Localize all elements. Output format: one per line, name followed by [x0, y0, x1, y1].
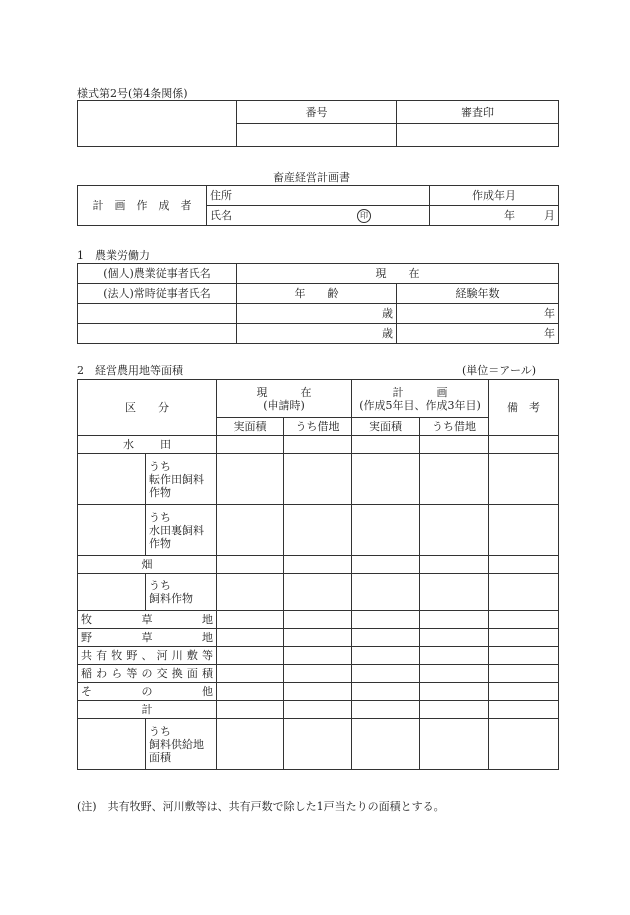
month-label: 月 [544, 209, 555, 222]
value-cell[interactable] [284, 683, 352, 701]
label-char: 牧 [111, 649, 123, 662]
remarks-header: 備 考 [489, 380, 559, 436]
value-cell[interactable] [352, 454, 420, 505]
value-cell[interactable] [352, 701, 420, 719]
label-char: 稲 [81, 667, 92, 680]
value-cell[interactable] [420, 701, 489, 719]
label-char: 面 [186, 667, 198, 680]
row-paddy-label [78, 436, 217, 454]
plan-header [352, 380, 489, 418]
remarks-cell[interactable] [489, 683, 559, 701]
individual-header: (個人)農業従事者氏名 [78, 264, 237, 284]
label-char: 野 [81, 631, 92, 644]
label-char: 、 [141, 649, 153, 662]
current-header [217, 380, 352, 418]
experience-header: 経験年数 [397, 284, 559, 304]
value-cell[interactable] [420, 556, 489, 574]
value-cell[interactable] [352, 665, 420, 683]
created-date-field[interactable] [430, 206, 559, 226]
value-cell[interactable] [352, 574, 420, 611]
label-char: わ [96, 667, 108, 680]
value-cell[interactable] [284, 454, 352, 505]
seal-icon: 印 [357, 209, 371, 223]
value-cell[interactable] [217, 719, 284, 770]
label-char: 草 [141, 631, 153, 644]
value-cell[interactable] [284, 556, 352, 574]
remarks-cell[interactable] [489, 629, 559, 647]
value-cell[interactable] [352, 505, 420, 556]
remarks-cell[interactable] [489, 611, 559, 629]
label-char: 敷 [186, 649, 198, 662]
value-cell[interactable] [217, 556, 284, 574]
age-unit: 歳 [382, 307, 393, 320]
label-char: 牧 [81, 613, 92, 626]
label-char: 野 [126, 649, 138, 662]
row-field-label: 畑 [78, 556, 217, 574]
remarks-cell[interactable] [489, 647, 559, 665]
sub-label-line: 飼料作物 [149, 592, 193, 605]
value-cell[interactable] [217, 436, 284, 454]
remarks-cell[interactable] [489, 556, 559, 574]
sub-label-line: 作物 [149, 536, 171, 550]
value-cell[interactable] [284, 719, 352, 770]
footnote: (注) 共有牧野、河川敷等は、共有戸数で除した1戸当たりの面積とする。 [77, 800, 445, 813]
value-cell[interactable] [284, 701, 352, 719]
unit-label: (単位＝アール) [462, 364, 537, 377]
name-label: 氏名 [210, 208, 232, 222]
label-char: 他 [202, 685, 213, 698]
value-cell[interactable] [420, 454, 489, 505]
age-header: 年 齢 [237, 284, 397, 304]
label-char: そ [81, 685, 92, 698]
area-table [77, 379, 559, 770]
row-straw-label [78, 665, 217, 683]
value-cell[interactable] [217, 611, 284, 629]
row-paddy-sub1-label [146, 454, 217, 505]
value-cell[interactable] [420, 574, 489, 611]
experience-field[interactable] [397, 304, 559, 324]
label-char: 等 [202, 649, 213, 662]
year-unit: 年 [544, 307, 555, 320]
author-table [77, 185, 559, 226]
top-table [77, 100, 559, 147]
row-total-sub-label [146, 719, 217, 770]
indent-cell [78, 505, 146, 556]
section2-heading: 2 経営農用地等面積 [77, 364, 183, 377]
label-char: 川 [171, 649, 183, 662]
value-cell[interactable] [217, 647, 284, 665]
sub-label-line: 面積 [149, 750, 171, 764]
value-cell[interactable] [420, 629, 489, 647]
form-label: 様式第2号(第4条関係) [77, 87, 188, 100]
label-char: 共 [81, 649, 92, 662]
value-cell[interactable] [284, 505, 352, 556]
value-cell[interactable] [420, 611, 489, 629]
worker-name-field[interactable] [78, 304, 237, 324]
age-field[interactable] [237, 324, 397, 344]
paddy-char: 田 [160, 438, 171, 451]
value-cell[interactable] [352, 556, 420, 574]
value-cell[interactable] [284, 436, 352, 454]
plan-actual-header: 実面積 [352, 418, 420, 436]
sub-label-line: うち [149, 724, 171, 738]
row-other-label [78, 683, 217, 701]
year-unit: 年 [544, 327, 555, 340]
row-total-label: 計 [78, 701, 217, 719]
value-cell[interactable] [352, 629, 420, 647]
value-cell[interactable] [217, 629, 284, 647]
label-char: ら [111, 667, 123, 680]
remarks-cell[interactable] [489, 665, 559, 683]
label-char: 等 [126, 667, 138, 680]
current-actual-header: 実面積 [217, 418, 284, 436]
number-field[interactable] [237, 124, 397, 147]
sub-label-line: うち [149, 459, 171, 473]
address-label: 住所 [210, 189, 232, 202]
value-cell[interactable] [284, 647, 352, 665]
value-cell[interactable] [284, 665, 352, 683]
sub-label-line: うち [149, 510, 171, 524]
label-char: 積 [202, 667, 213, 680]
row-field-sub-label [146, 574, 217, 611]
review-seal-header: 審査印 [397, 101, 559, 124]
label-char: 交 [156, 667, 168, 680]
review-seal-field[interactable] [397, 124, 559, 147]
corporate-header: (法人)常時従事者氏名 [78, 284, 237, 304]
indent-cell [78, 574, 146, 611]
sub-label-line: 作物 [149, 485, 171, 499]
value-cell[interactable] [217, 505, 284, 556]
row-wild-label [78, 629, 217, 647]
value-cell[interactable] [217, 665, 284, 683]
value-cell[interactable] [352, 436, 420, 454]
value-cell[interactable] [217, 701, 284, 719]
row-pasture-label [78, 611, 217, 629]
value-cell[interactable] [420, 665, 489, 683]
remarks-cell[interactable] [489, 505, 559, 556]
label-char: 河 [156, 649, 168, 662]
age-field[interactable] [237, 304, 397, 324]
value-cell[interactable] [284, 629, 352, 647]
label-char: の [141, 685, 153, 698]
division-header: 区 分 [78, 380, 217, 436]
label-char: 地 [202, 631, 213, 644]
sub-label-line: うち [149, 579, 171, 592]
remarks-cell[interactable] [489, 701, 559, 719]
plan-borrowed-header: うち借地 [420, 418, 489, 436]
labor-table [77, 263, 559, 344]
plan-label: 計 画 [392, 385, 448, 399]
value-cell[interactable] [284, 611, 352, 629]
value-cell[interactable] [284, 574, 352, 611]
value-cell[interactable] [352, 611, 420, 629]
value-cell[interactable] [420, 647, 489, 665]
address-field[interactable] [207, 186, 430, 206]
remarks-cell[interactable] [489, 574, 559, 611]
experience-field[interactable] [397, 324, 559, 344]
value-cell[interactable] [217, 574, 284, 611]
remarks-cell[interactable] [489, 454, 559, 505]
current-borrowed-header: うち借地 [284, 418, 352, 436]
value-cell[interactable] [217, 454, 284, 505]
row-paddy-sub2-label [146, 505, 217, 556]
label-char: 地 [202, 613, 213, 626]
blank-cell [78, 101, 237, 147]
value-cell[interactable] [352, 647, 420, 665]
value-cell[interactable] [420, 683, 489, 701]
label-char: の [141, 667, 153, 680]
sub-label-line: 水田裏飼料 [149, 523, 204, 537]
value-cell[interactable] [352, 683, 420, 701]
age-unit: 歳 [382, 327, 393, 340]
name-field[interactable] [207, 206, 430, 226]
plan-sub-label: (作成5年目、作成3年目) [359, 398, 481, 412]
section1-heading: 1 農業労働力 [77, 249, 150, 262]
remarks-cell[interactable] [489, 719, 559, 770]
number-header: 番号 [237, 101, 397, 124]
value-cell[interactable] [420, 505, 489, 556]
current-label: 現 在 [256, 385, 312, 399]
page-title: 畜産経営計画書 [273, 171, 350, 184]
sub-label-line: 飼料供給地 [149, 737, 204, 751]
indent-cell [78, 454, 146, 505]
sub-label-line: 転作田飼料 [149, 472, 204, 486]
value-cell[interactable] [352, 719, 420, 770]
created-label: 作成年月 [430, 186, 559, 206]
value-cell[interactable] [217, 683, 284, 701]
worker-name-field[interactable] [78, 324, 237, 344]
remarks-cell[interactable] [489, 436, 559, 454]
year-label: 年 [504, 209, 515, 222]
label-char: 草 [141, 613, 153, 626]
value-cell[interactable] [420, 719, 489, 770]
indent-cell [78, 719, 146, 770]
author-label: 計 画 作 成 者 [78, 186, 207, 226]
row-shared-label [78, 647, 217, 665]
current-sub-label: (申請時) [263, 398, 305, 412]
label-char: 換 [171, 667, 183, 680]
label-char: 有 [96, 649, 108, 662]
current-header: 現 在 [237, 264, 559, 284]
value-cell[interactable] [420, 436, 489, 454]
paddy-char: 水 [123, 438, 134, 451]
